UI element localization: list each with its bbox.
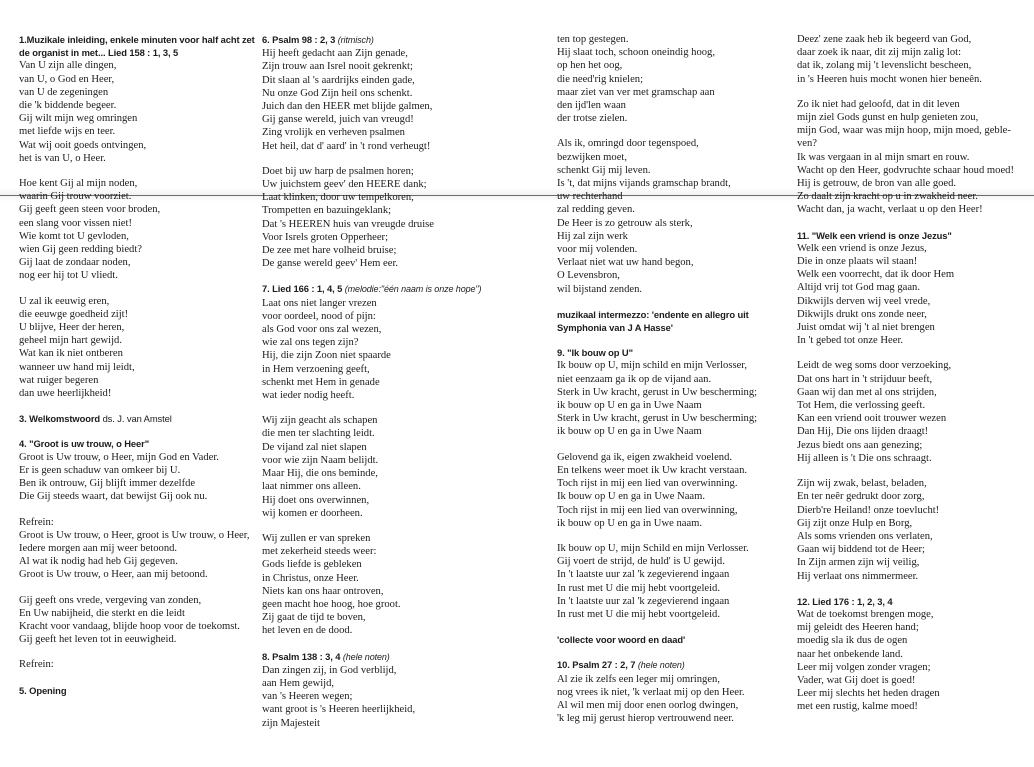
text-block	[19, 295, 259, 401]
lyric-line: Ik was vergaan in al mijn smart en rouw.	[797, 151, 970, 163]
lyric-line: De ganse wereld geev' Hem eer.	[262, 258, 399, 270]
lyric-line: geheel mijn hart gewijd.	[19, 335, 122, 347]
text-block	[19, 437, 259, 503]
lyric-line: Hij doet ons overwinnen,	[262, 494, 370, 506]
lyric-line: Wat de toekomst brengen moge,	[797, 608, 934, 620]
text-block	[557, 33, 789, 125]
lyric-line: Dan zingen zij, in God verblijd,	[262, 664, 397, 676]
column-2	[262, 33, 545, 742]
text-block	[19, 33, 259, 165]
lyric-line: Refrein:	[19, 516, 54, 528]
lyric-line: Altijd vrij tot God mag gaan.	[797, 282, 920, 294]
lyric-line: In Zijn armen zijn wij veilig,	[797, 557, 920, 569]
lyric-line: 'k leg mij gerust hierop vertrouwend neer.	[557, 713, 734, 725]
lyric-line: Die in onze plaats wil staan!	[797, 256, 918, 268]
lyric-line: ik bouw op U en ga in Uwe naam.	[557, 517, 703, 529]
lyric-line: in 's Heeren huis mocht wonen hier beneên.	[797, 73, 982, 85]
text-block	[262, 650, 545, 730]
lyric-line: O Levensbron,	[557, 270, 620, 282]
lyric-line: laat nimmer ons alleen.	[262, 481, 361, 493]
lyric-line: Gij wilt mijn weg omringen	[19, 113, 138, 125]
text-block	[557, 633, 789, 646]
lyric-line: Gij voert de strijd, de huld' is U gewijd.	[557, 556, 725, 568]
lyric-line: naar het onbekende land.	[797, 648, 903, 660]
lyric-line: De vijand zal niet slapen	[262, 441, 367, 453]
lyric-line: wij komen er doorheen.	[262, 507, 363, 519]
lyric-line: dan uwe heerlijkheid!	[19, 388, 112, 400]
section-heading: muzikaal intermezzo: 'endente en allegro uit	[557, 308, 749, 320]
section-heading: Symphonia van J A Hasse'	[557, 322, 673, 334]
lyric-line: Welk een vriend is onze Jezus,	[797, 242, 927, 254]
lyric-line: maar ziet van ver met gramschap aan	[557, 86, 715, 98]
lyric-line: ik bouw op U en ga in Uwe Naam	[557, 400, 702, 412]
lyric-line: Ik bouw op U, mijn schild en mijn Verlosser,	[557, 360, 748, 372]
lyric-line: De Heer is zo getrouw als sterk,	[557, 217, 693, 229]
text-block	[557, 346, 789, 438]
heading-note: (hele noten)	[637, 660, 685, 671]
lyric-line: zal redding geven.	[557, 204, 635, 216]
lyric-line: ten top gestegen.	[557, 34, 629, 45]
lyric-line: schenkt Gij mij leven.	[557, 164, 651, 176]
lyric-line: Toch rijst in mij een lied van overwinning,	[557, 504, 738, 516]
lyric-line: wat ruiger begeren	[19, 374, 99, 386]
column-3	[557, 33, 789, 737]
lyric-line: Sterk in Uw kracht, gerust in Uw bescherming;	[557, 386, 758, 398]
lyric-line: met zekerheid steeds weer:	[262, 546, 377, 558]
lyric-line: voor oordeel, nood of pijn:	[262, 310, 376, 322]
lyric-line: Welk een voorrecht, dat ik door Hem	[797, 269, 955, 281]
lyric-line: Maar Hij, die ons beminde,	[262, 468, 378, 480]
lyric-line: niet eenzaam ga ik op de vijand aan.	[557, 373, 712, 385]
lyric-line: In 't laatste uur zal 'k zegevierend ingaan	[557, 569, 730, 581]
lyric-line: Voor Isrels groten Opperheer;	[262, 231, 389, 243]
heading-speaker: ds. J. van Amstel	[100, 413, 172, 425]
text-block	[797, 33, 1029, 86]
lyric-line: Kan een vriend ooit trouwer wezen	[797, 413, 947, 425]
lyric-line: Dikwijls drukt ons zonde neer,	[797, 308, 927, 320]
lyric-line: Wat wij ooit goeds ontvingen,	[19, 139, 147, 151]
text-block	[557, 308, 789, 334]
lyric-line: op hen het oog,	[557, 60, 623, 72]
section-heading	[262, 650, 545, 664]
lyric-line: Juich dan den HEER met blijde galmen,	[262, 101, 433, 113]
lyric-line: Dat ons hart in 't strijduur beeft,	[797, 373, 933, 385]
lyric-line: wil bijstand zenden.	[557, 283, 643, 295]
lyric-line: U zal ik eeuwig eren,	[19, 295, 110, 307]
lyric-line: Wij zijn geacht als schapen	[262, 415, 378, 427]
text-block	[262, 532, 545, 638]
lyric-line: Gij zijt onze Hulp en Borg,	[797, 517, 913, 529]
lyric-line: Al wil men mij door enen oorlog dwingen,	[557, 699, 739, 711]
lyric-line: wien Gij geen redding biedt?	[19, 244, 142, 256]
section-heading	[262, 282, 545, 296]
heading-note: (melodie:"één naam is onze hope")	[344, 284, 482, 295]
lyric-line: die need'rig knielen;	[557, 73, 644, 85]
lyric-line: Nu onze God Zijn heil ons schenkt.	[262, 87, 413, 99]
lyric-line: Refrein:	[19, 659, 54, 671]
lyric-line: Jezus biedt ons aan genezing;	[797, 439, 923, 451]
lyric-line: Al zie ik zelfs een leger mij omringen,	[557, 673, 720, 685]
lyric-line: den ijd'len waan	[557, 100, 626, 112]
lyric-line: met een rustig, kalme moed!	[797, 701, 918, 713]
lyric-line: dat ik, zolang mij 't levenslicht bescheen,	[797, 60, 972, 72]
lyric-line: aan Hem gewijd,	[262, 677, 335, 689]
lyric-line: van U, o God en Heer,	[19, 73, 115, 85]
lyric-line: Gij geeft het leven tot in eeuwigheid.	[19, 634, 177, 646]
section-heading: 12. Lied 176 : 1, 2, 3, 4	[797, 595, 893, 607]
lyric-line: ik bouw op U en ga in Uwe Naam	[557, 426, 702, 438]
lyric-line: mij geleidt des Heeren hand;	[797, 622, 919, 634]
lyric-line: En telkens weer moet ik Uw kracht verstaan.	[557, 464, 748, 476]
text-block	[262, 33, 545, 153]
lyric-line: Ik bouw op U, mijn Schild en mijn Verlosser.	[557, 542, 749, 554]
lyric-line: wat ieder nodig heeft.	[262, 390, 355, 402]
lyric-line: in Christus, onze Heer.	[262, 572, 359, 584]
lyric-line: Is 't, dat mijns vijands gramschap brandt,	[557, 178, 731, 190]
lyric-line: Tot Hem, die verlossing geeft.	[797, 400, 926, 412]
lyric-line: daar zoek ik naar, dit zij mijn zalig lot:	[797, 47, 962, 59]
text-block	[557, 137, 789, 295]
lyric-line: Van U zijn alle dingen,	[19, 60, 117, 72]
section-heading: de organist in met... Lied 158 : 1, 3, 5	[19, 47, 179, 59]
heading-note: (hele noten)	[342, 651, 390, 662]
lyric-line: die 'k biddende begeer.	[19, 100, 117, 112]
text-block	[19, 516, 259, 582]
text-block	[19, 177, 259, 283]
lyric-line: Al wat ik nodig had heb Gij gegeven.	[19, 556, 178, 568]
lyric-line: Trompetten en bazuingeklank;	[262, 205, 392, 217]
lyric-line: Zing vrolijk en verheven psalmen	[262, 127, 405, 139]
lyric-line: nog vrees ik niet, 'k verlaat mij op den Heer.	[557, 686, 745, 698]
lyric-line: Groot is Uw trouw, o Heer, mijn God en Vader.	[19, 451, 219, 463]
lyric-line: Zo ik niet had geloofd, dat in dit leven	[797, 98, 960, 110]
lyric-line: Wacht op den Heer, godvruchte schaar houd moed!	[797, 164, 1014, 176]
lyric-line: een slang voor vissen niet!	[19, 217, 132, 229]
lyric-line: Laat klinken, door uw tempelkoren,	[262, 192, 414, 204]
text-block	[262, 414, 545, 520]
lyric-line: Uw juichstem geev' den HEERE dank;	[262, 179, 427, 191]
lyric-line: Gij ganse wereld, juich van vreugd!	[262, 114, 414, 126]
lyric-line: schenkt met Hem in genade	[262, 376, 380, 388]
lyric-line: En ter neêr gedrukt door zorg,	[797, 491, 925, 503]
text-block	[797, 359, 1029, 465]
lyric-line: Zij gaat de tijd te boven,	[262, 612, 366, 624]
lyric-line: waarin Gij trouw voorziet.	[19, 191, 132, 203]
lyric-line: die eeuwge goedheid zijt!	[19, 308, 129, 320]
text-block	[262, 165, 545, 271]
text-block	[19, 412, 259, 425]
lyric-line: Hoe kent Gij al mijn noden,	[19, 178, 138, 190]
lyric-line: U blijve, Heer der heren,	[19, 322, 125, 334]
lyric-line: In 't gebed tot onze Heer.	[797, 335, 904, 347]
lyric-line: het leven en de dood.	[262, 625, 353, 637]
lyric-line: zijn Majesteit	[262, 717, 320, 729]
lyric-line: Laat ons niet langer vrezen	[262, 297, 377, 309]
heading-title: 3. Welkomstwoord	[19, 413, 101, 425]
lyric-line: moedig sla ik dus de ogen	[797, 635, 908, 647]
column-1	[19, 33, 259, 709]
lyric-line: Zijn wij zwak, belast, beladen,	[797, 478, 927, 490]
lyric-line: Hij slaat toch, schoon oneindig hoog,	[557, 47, 716, 59]
lyric-line: Niets kan ons haar ontroven,	[262, 585, 384, 597]
section-heading: 9. "Ik bouw op U"	[557, 347, 633, 359]
lyric-line: Dat 's HEEREN huis van vreugde druise	[262, 218, 434, 230]
lyric-line: mijn ziel Gods gunst en hulp genieten zou,	[797, 112, 979, 124]
section-heading	[19, 412, 259, 425]
section-heading: 1.Muzikale inleiding, enkele minuten voor half acht zet	[19, 34, 255, 45]
lyric-line: Juist omdat wij 't al niet brengen	[797, 322, 935, 334]
text-block	[797, 595, 1029, 714]
heading-title: 10. Psalm 27 : 2, 7	[557, 659, 638, 671]
lyric-line: voor wie zijn Naam belijdt.	[262, 454, 379, 466]
text-block	[262, 282, 545, 402]
text-block	[19, 658, 259, 671]
text-block	[797, 477, 1029, 583]
lyric-line: In 't laatste uur zal 'k zegevierend ingaan	[557, 595, 730, 607]
lyric-line: In rust met U die mij hebt voortgeleid.	[557, 582, 720, 594]
section-heading: 4. "Groot is uw trouw, o Heer"	[19, 438, 150, 450]
heading-title: 7. Lied 166 : 1, 4, 5	[262, 283, 345, 295]
text-block	[797, 229, 1029, 348]
lyric-line: Wacht dan, ja wacht, verlaat u op den Heer!	[797, 204, 983, 216]
lyric-line: Hij alleen is 't Die ons schraagt.	[797, 452, 932, 464]
lyric-line: Toch rijst in mij een lied van overwinning.	[557, 478, 738, 490]
lyric-line: Zijn trouw aan Isrel nooit gekrenkt;	[262, 61, 413, 73]
text-block	[557, 658, 789, 725]
lyric-line: Gelovend ga ik, eigen zwakheid voelend.	[557, 451, 733, 463]
lyric-line: Als soms vrienden ons verlaten,	[797, 530, 933, 542]
lyric-line: Gaan wij biddend tot de Heer;	[797, 544, 925, 556]
lyric-line: Leer mij slechts het heden dragen	[797, 688, 940, 700]
lyric-line: Dierb're Heiland! onze toevlucht!	[797, 504, 940, 516]
lyric-line: Ben ik ontrouw, Gij blijft immer dezelfde	[19, 478, 196, 490]
lyric-line: in Hem verzoening geeft,	[262, 363, 370, 375]
lyric-line: Hij heeft gedacht aan Zijn genade,	[262, 48, 408, 60]
lyric-line: van U de zegeningen	[19, 86, 109, 98]
section-heading: 5. Opening	[19, 684, 67, 696]
lyric-line: Die Gij steeds waart, dat bewijst Gij ook nu.	[19, 491, 208, 503]
text-block	[557, 451, 789, 530]
lyric-line: Leer mij volgen zonder vragen;	[797, 661, 931, 673]
lyric-line: Leidt de weg soms door verzoeking,	[797, 360, 952, 372]
lyric-line: ven?	[797, 138, 817, 150]
lyric-line: Gods liefde is gebleken	[262, 559, 362, 571]
lyric-line: Gij geeft geen steen voor broden,	[19, 204, 161, 216]
lyric-line: Het heil, dat d' aard' in 't rond verheugt!	[262, 140, 431, 152]
lyric-line: Gij laat de zondaar noden,	[19, 257, 131, 269]
lyric-line: En Uw nabijheid, die sterkt en die leidt	[19, 607, 185, 619]
text-block	[19, 594, 259, 647]
lyric-line: Wie komt tot U gevloden,	[19, 230, 129, 242]
column-4	[797, 33, 1029, 726]
lyric-line: Hij verlaat ons nimmermeer.	[797, 570, 919, 582]
lyric-line: geen macht hoe hoog, hoe groot.	[262, 598, 401, 610]
lyric-line: voor mij volenden.	[557, 244, 638, 256]
heading-title: 6. Psalm 98 : 2, 3	[262, 34, 338, 45]
lyric-line: Hij is getrouw, de bron van alle goed.	[797, 178, 957, 190]
lyric-line: Groot is Uw trouw, o Heer, aan mij betoond.	[19, 569, 208, 581]
lyric-line: Ik bouw op U en ga in Uwe Naam.	[557, 491, 705, 503]
lyric-line: die men ter slachting leidt.	[262, 428, 375, 440]
section-heading	[262, 33, 545, 47]
lyric-line: het is van U, o Heer.	[19, 152, 106, 164]
lyric-line: bezwijken moet,	[557, 151, 628, 163]
lyric-line: Als ik, omringd door tegenspoed,	[557, 138, 699, 150]
heading-title: 8. Psalm 138 : 3, 4	[262, 650, 343, 662]
lyric-line: wie zal ons tegen zijn?	[262, 337, 359, 349]
lyric-line: van 's Heeren wegen;	[262, 691, 353, 703]
lyric-line: wanneer uw hand mij leidt,	[19, 361, 135, 373]
lyric-line: Iedere morgen aan mij weer betoond.	[19, 542, 178, 554]
heading-note: (ritmisch)	[337, 35, 374, 45]
lyric-line: Dit slaan al 's aardrijks einden gade,	[262, 74, 415, 86]
lyric-line: Wij zullen er van spreken	[262, 532, 371, 544]
text-block	[797, 98, 1029, 217]
lyric-line: Wat kan ik niet ontberen	[19, 348, 123, 360]
text-block	[19, 684, 259, 697]
lyric-line: Er is geen schaduw van omkeer bij U.	[19, 464, 181, 476]
lyric-line: Gij geeft ons vrede, vergeving van zonden,	[19, 594, 202, 606]
lyric-line: als God voor ons zal wezen,	[262, 324, 382, 336]
lyric-line: Groot is Uw trouw, o Heer, groot is Uw trouw, o Heer,	[19, 529, 250, 541]
lyric-line: nog eer hij tot U vliedt.	[19, 270, 118, 282]
lyric-line: Hij zal zijn werk	[557, 230, 628, 242]
lyric-line: Kracht voor vandaag, blijde hoop voor de toekomst.	[19, 620, 240, 632]
lyric-line: Dan Hij, Die ons lijden draagt!	[797, 426, 929, 438]
section-heading: 'collecte voor woord en daad'	[557, 634, 686, 646]
lyric-line: De zee met hare volheid bruise;	[262, 245, 397, 257]
lyric-line: Doet bij uw harp de psalmen horen;	[262, 165, 414, 177]
lyric-line: Zo daalt zijn kracht op u in zwakheid neer.	[797, 191, 978, 203]
lyric-line: Deez' zene zaak heb ik begeerd van God,	[797, 34, 972, 45]
lyric-line: Dikwijls derven wij veel vrede,	[797, 295, 931, 307]
lyric-line: In rust met U die mij hebt voortgeleid.	[557, 608, 720, 620]
lyric-line: Verlaat niet wat uw hand begon,	[557, 257, 694, 269]
lyric-line: Vader, wat Gij doet is goed!	[797, 674, 916, 686]
section-heading: 11. "Welk een vriend is onze Jezus"	[797, 229, 952, 241]
lyric-line: Hij, die zijn Zoon niet spaarde	[262, 350, 391, 362]
lyric-line: der trotse zielen.	[557, 113, 628, 125]
text-block	[557, 542, 789, 621]
section-heading	[557, 658, 789, 672]
lyric-line: mijn God, waar was mijn hoop, mijn moed, geble-	[797, 125, 1011, 137]
lyric-line: Sterk in Uw kracht, gerust in Uw bescherming;	[557, 413, 758, 425]
lyric-line: want groot is 's Heeren heerlijkheid,	[262, 704, 416, 716]
lyric-line: Gaan wij dan met al ons strijden,	[797, 386, 937, 398]
lyric-line: met liefde wijs en teer.	[19, 126, 116, 138]
lyric-line: uw rechterhand	[557, 191, 623, 203]
